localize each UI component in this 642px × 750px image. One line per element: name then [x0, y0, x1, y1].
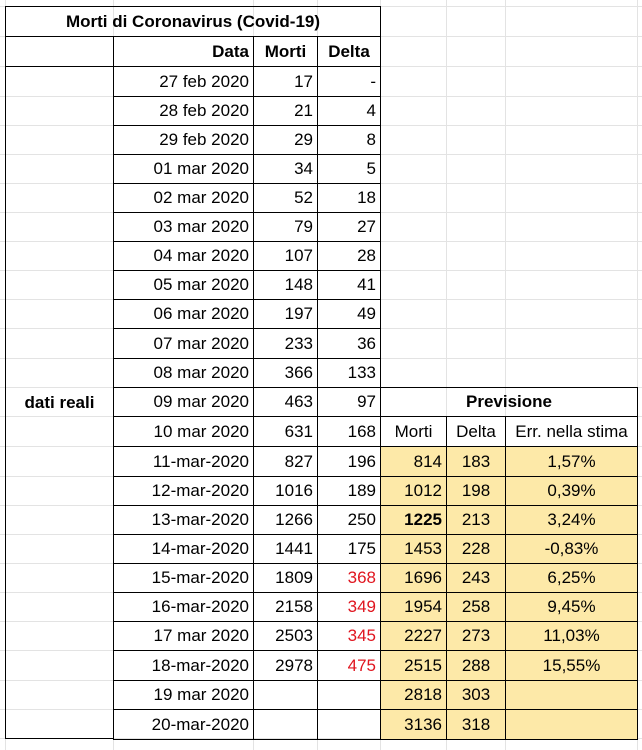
side-label-dati-reali: dati reali [5, 66, 114, 739]
forecast-morti: 1696 [380, 563, 447, 593]
row-morti: 233 [253, 328, 318, 359]
row-delta: 41 [317, 270, 381, 300]
row-date: 18-mar-2020 [113, 650, 254, 681]
row-morti: 34 [253, 154, 318, 184]
row-delta: 133 [317, 358, 381, 388]
row-date: 19 mar 2020 [113, 680, 254, 710]
row-morti: 2503 [253, 621, 318, 651]
row-date: 01 mar 2020 [113, 154, 254, 184]
forecast-delta: 303 [446, 680, 506, 710]
forecast-delta: 213 [446, 505, 506, 535]
row-delta: 475 [317, 650, 381, 681]
row-morti: 29 [253, 125, 318, 155]
forecast-delta: 318 [446, 709, 506, 740]
forecast-error: 9,45% [505, 592, 638, 622]
row-delta: - [317, 66, 381, 97]
row-morti: 366 [253, 358, 318, 388]
row-delta: 8 [317, 125, 381, 155]
forecast-error: 15,55% [505, 650, 638, 681]
forecast-morti: 1225 [380, 505, 447, 535]
row-morti: 2978 [253, 650, 318, 681]
row-morti: 148 [253, 270, 318, 300]
row-morti: 107 [253, 241, 318, 271]
row-morti: 2158 [253, 592, 318, 622]
row-delta: 4 [317, 96, 381, 126]
row-date: 20-mar-2020 [113, 709, 254, 740]
row-delta [317, 709, 381, 740]
row-morti: 1441 [253, 534, 318, 564]
row-delta: 368 [317, 563, 381, 593]
row-delta: 97 [317, 387, 381, 417]
row-morti: 17 [253, 66, 318, 97]
forecast-header-err: Err. nella stima [505, 416, 638, 447]
row-date: 16-mar-2020 [113, 592, 254, 622]
forecast-morti: 1012 [380, 476, 447, 506]
forecast-delta: 243 [446, 563, 506, 593]
row-delta: 250 [317, 505, 381, 535]
row-delta [317, 680, 381, 710]
row-delta: 36 [317, 328, 381, 359]
row-morti: 1016 [253, 476, 318, 506]
row-morti: 79 [253, 212, 318, 242]
row-date: 27 feb 2020 [113, 66, 254, 97]
forecast-morti: 3136 [380, 709, 447, 740]
forecast-error: -0,83% [505, 534, 638, 564]
row-morti: 1266 [253, 505, 318, 535]
row-delta: 345 [317, 621, 381, 651]
forecast-error: 11,03% [505, 621, 638, 651]
row-delta: 168 [317, 416, 381, 447]
forecast-delta: 288 [446, 650, 506, 681]
column-header-data: Data [113, 36, 254, 67]
row-delta: 175 [317, 534, 381, 564]
table-title: Morti di Coronavirus (Covid-19) [5, 6, 381, 37]
row-morti: 21 [253, 96, 318, 126]
row-date: 02 mar 2020 [113, 183, 254, 213]
forecast-delta: 228 [446, 534, 506, 564]
forecast-error: 6,25% [505, 563, 638, 593]
row-date: 04 mar 2020 [113, 241, 254, 271]
forecast-morti: 2515 [380, 650, 447, 681]
forecast-error: 1,57% [505, 446, 638, 477]
row-delta: 349 [317, 592, 381, 622]
row-morti: 197 [253, 299, 318, 329]
row-date: 28 feb 2020 [113, 96, 254, 126]
row-morti: 631 [253, 416, 318, 447]
row-delta: 5 [317, 154, 381, 184]
row-date: 12-mar-2020 [113, 476, 254, 506]
row-delta: 189 [317, 476, 381, 506]
row-morti [253, 709, 318, 740]
forecast-morti: 2818 [380, 680, 447, 710]
forecast-title: Previsione [380, 387, 638, 417]
row-date: 10 mar 2020 [113, 416, 254, 447]
row-date: 17 mar 2020 [113, 621, 254, 651]
row-date: 03 mar 2020 [113, 212, 254, 242]
row-delta: 18 [317, 183, 381, 213]
row-morti: 52 [253, 183, 318, 213]
forecast-error [505, 680, 638, 710]
row-date: 07 mar 2020 [113, 328, 254, 359]
forecast-delta: 273 [446, 621, 506, 651]
forecast-error: 3,24% [505, 505, 638, 535]
forecast-morti: 1954 [380, 592, 447, 622]
forecast-morti: 2227 [380, 621, 447, 651]
row-morti: 827 [253, 446, 318, 477]
row-morti: 1809 [253, 563, 318, 593]
forecast-morti: 814 [380, 446, 447, 477]
row-date: 09 mar 2020 [113, 387, 254, 417]
forecast-delta: 183 [446, 446, 506, 477]
forecast-header-delta: Delta [446, 416, 506, 447]
row-date: 11-mar-2020 [113, 446, 254, 477]
row-delta: 49 [317, 299, 381, 329]
row-date: 06 mar 2020 [113, 299, 254, 329]
column-header-morti: Morti [253, 36, 318, 67]
row-date: 13-mar-2020 [113, 505, 254, 535]
row-date: 14-mar-2020 [113, 534, 254, 564]
forecast-error: 0,39% [505, 476, 638, 506]
forecast-header-morti: Morti [380, 416, 447, 447]
header-blank-cell [5, 36, 114, 67]
row-date: 15-mar-2020 [113, 563, 254, 593]
forecast-delta: 198 [446, 476, 506, 506]
row-morti: 463 [253, 387, 318, 417]
forecast-morti: 1453 [380, 534, 447, 564]
row-morti [253, 680, 318, 710]
forecast-error [505, 709, 638, 740]
row-date: 29 feb 2020 [113, 125, 254, 155]
column-header-delta: Delta [317, 36, 381, 67]
row-delta: 28 [317, 241, 381, 271]
forecast-delta: 258 [446, 592, 506, 622]
row-delta: 196 [317, 446, 381, 477]
row-date: 08 mar 2020 [113, 358, 254, 388]
row-date: 05 mar 2020 [113, 270, 254, 300]
row-delta: 27 [317, 212, 381, 242]
